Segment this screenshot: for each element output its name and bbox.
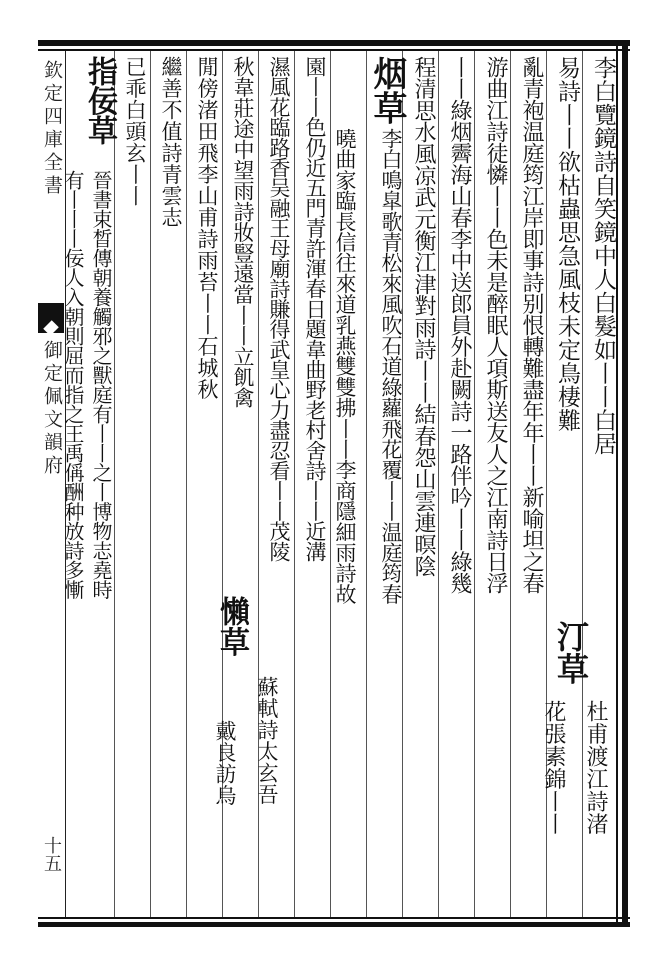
column-text: 亂青袍温庭筠江岸即事詩别恨轉難盡年年丨丨新喻坦之春 — [519, 56, 544, 594]
text-column-2-tail — [541, 700, 572, 835]
text-column-5 — [440, 56, 478, 594]
bottom-border-inner — [38, 917, 630, 919]
column-text: 閒傍渚田飛李山甫詩雨苔丨丨石城秋 — [195, 56, 219, 400]
column-rule — [366, 51, 367, 917]
text-column-2-head — [552, 620, 590, 685]
text-column-7 — [368, 56, 406, 125]
entry-head-tingcao: 汀草 — [552, 620, 590, 685]
page-number: 十五 — [41, 836, 62, 872]
top-border — [38, 40, 630, 46]
column-text: 丨丨綠烟霽海山春李中送郎員外赴闕詩一路伴吟丨丨綠幾 — [447, 56, 472, 594]
text-column-10-head — [214, 596, 250, 657]
bottom-border — [38, 922, 630, 927]
column-text: 李白覽鏡詩自笑鏡中人白髮如丨丨白居 — [590, 56, 616, 456]
column-text-tail: 杜甫渡江詩渚 — [583, 700, 608, 835]
text-column-14-left — [61, 170, 92, 599]
text-column-9 — [260, 56, 298, 561]
column-text-tail: 花張素錦丨丨 — [541, 700, 566, 835]
text-column-7-right — [379, 128, 410, 605]
column-text: 游曲江詩徒憐丨丨色未是醉眠人項斯送友人之江南詩日浮 — [483, 56, 508, 594]
text-column-14 — [78, 56, 118, 145]
text-column-10 — [224, 56, 262, 408]
column-text: 濕風花臨路香吴融王母廟詩賺得武皇心力盡忍看丨丨茂陵 — [267, 56, 291, 562]
text-column-3 — [512, 56, 550, 594]
column-text: 園丨丨色仍近五門青許渾春日題韋曲野老村舍詩丨丨近溝 — [303, 56, 327, 562]
column-text: 李白鳴皐歌青松來風吹石道綠蘿飛花覆丨丨温庭筠春 — [379, 128, 403, 605]
entry-head-yancao: 烟草 — [367, 56, 407, 125]
text-column-2 — [548, 56, 586, 432]
text-column-13 — [116, 56, 154, 207]
entry-head-lancao: 懶草 — [214, 596, 249, 657]
text-column-10-left-tail — [213, 720, 244, 806]
text-column-4 — [476, 56, 514, 594]
column-text: 秋韋莊途中望雨詩妝豎遠當丨丨立飢禽 — [231, 56, 255, 408]
book-title-top: 欽定四庫全書 — [41, 60, 63, 198]
text-column-7-left — [333, 128, 364, 605]
column-text: 已乖白頭玄丨丨 — [123, 56, 147, 207]
top-border-inner — [38, 49, 630, 51]
column-text-tail: 戴良訪烏 — [213, 720, 237, 806]
column-text: 曉曲家臨長信往來道乳燕雙雙拂丨丨李商隱細雨詩故 — [333, 128, 357, 605]
column-text: 有丨丨丨佞人入朝則屈而指之王禹偁酬种放詩多慚 — [61, 170, 85, 599]
book-title-lower: 御定佩文韻府 — [41, 340, 63, 478]
text-column-1 — [584, 56, 622, 456]
text-column-14-right — [89, 170, 120, 599]
text-column-12 — [152, 56, 190, 228]
column-text: 晉書束晳傳朝養觸邪之獸庭有丨丨之丨博物志堯時 — [89, 170, 113, 599]
text-column-8 — [296, 56, 334, 561]
column-text: 易詩丨丨欲枯蟲思急風枝未定鳥棲難 — [554, 56, 580, 432]
column-text: 繼善不值詩青雲志 — [159, 56, 183, 228]
right-border — [622, 40, 628, 927]
text-column-11 — [188, 56, 226, 400]
column-text: 程清思水風凉武元衡江津對雨詩丨丨結春怨山雲連暝陰 — [411, 56, 436, 577]
text-column-1-tail — [583, 700, 614, 835]
entry-head-zhiningcao: 指佞草 — [82, 56, 117, 145]
column-text-tail: 蘇軾詩太玄吾 — [255, 676, 279, 805]
text-column-10-right-tail — [255, 676, 286, 805]
